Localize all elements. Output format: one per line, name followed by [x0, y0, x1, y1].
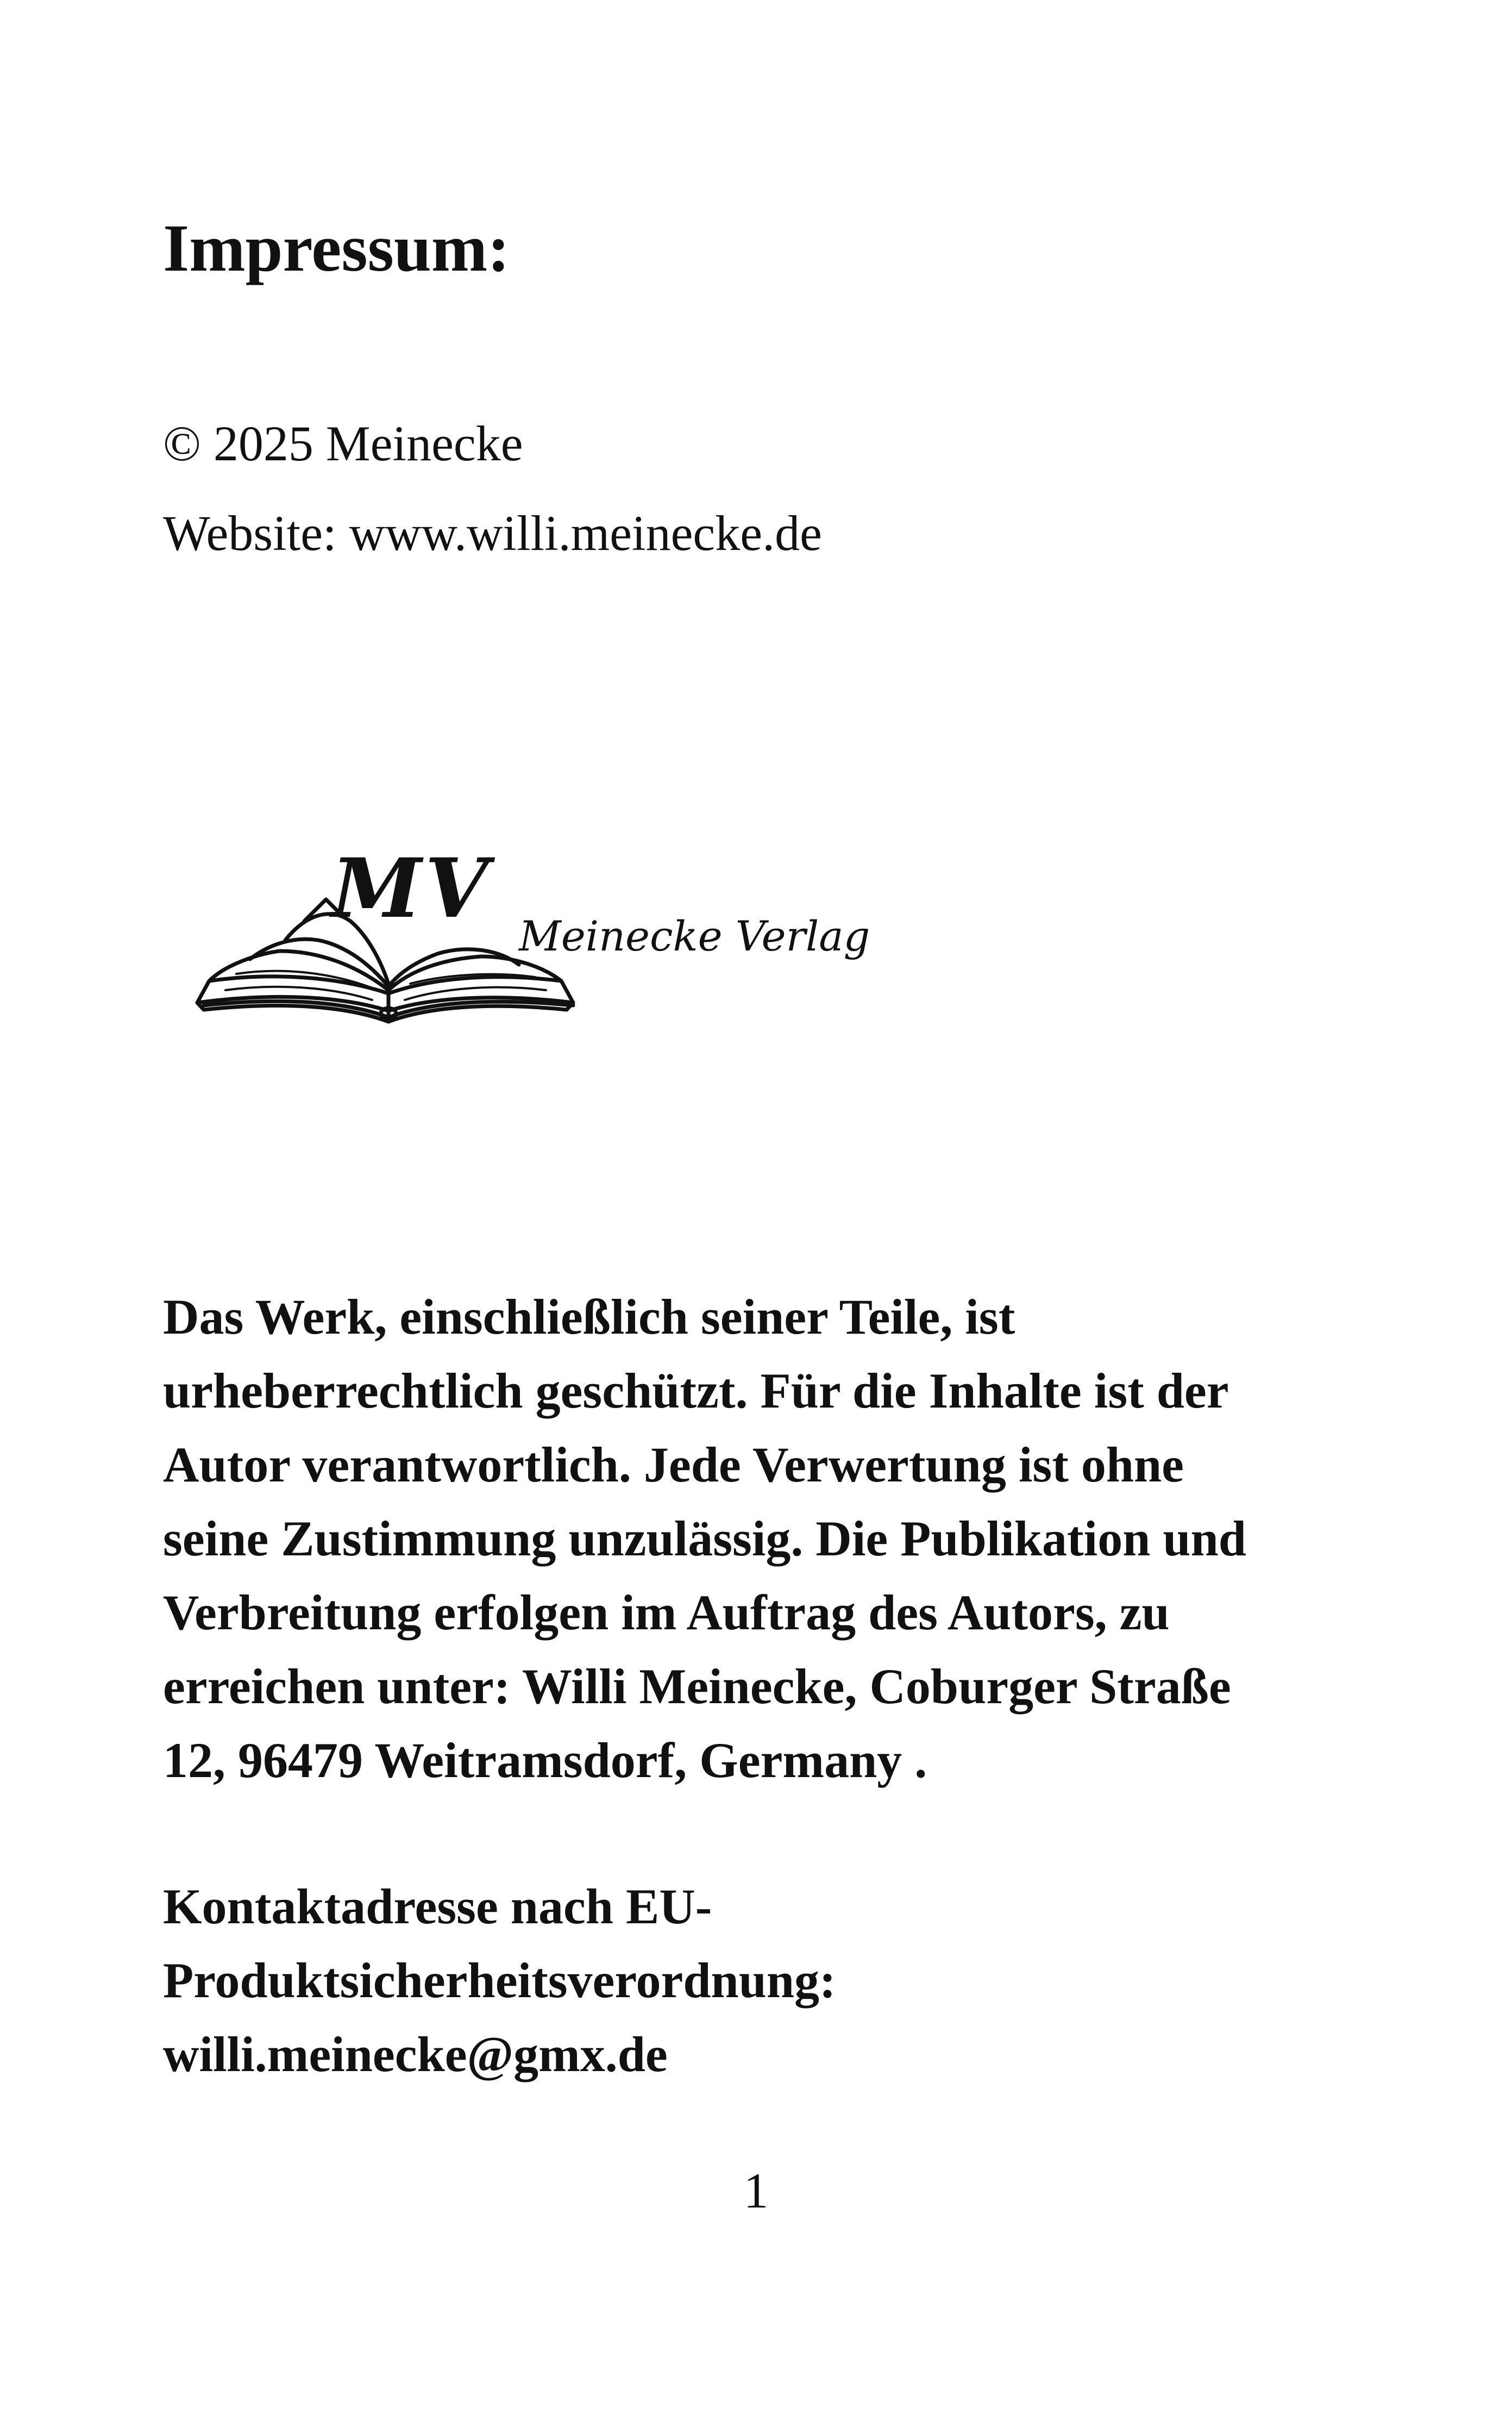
- page-title: Impressum:: [163, 211, 510, 285]
- legal-line: urheberrechtlich geschützt. Für die Inhalte ist der: [163, 1363, 1229, 1418]
- contact-line: Produktsicherheitsverordnung:: [163, 1953, 836, 2008]
- copyright-notice: © 2025 Meinecke: [163, 416, 523, 471]
- legal-line: Das Werk, einschließlich seiner Teile, ist: [163, 1289, 1015, 1344]
- legal-line: erreichen unter: Willi Meinecke, Coburger Straße: [163, 1659, 1231, 1714]
- contact-email: willi.meinecke@gmx.de: [163, 2027, 668, 2082]
- contact-line: Kontaktadresse nach EU-: [163, 1879, 712, 1934]
- logo-monogram: MV: [331, 841, 492, 936]
- legal-line: Autor verantwortlich. Jede Verwertung ist ohne: [163, 1437, 1184, 1492]
- page-number: 1: [743, 2163, 769, 2218]
- legal-line: Verbreitung erfolgen im Auftrag des Autors, zu: [163, 1585, 1170, 1640]
- contact-address-text: [163, 1869, 1369, 2091]
- legal-line: seine Zustimmung unzulässig. Die Publikation und: [163, 1511, 1246, 1566]
- publisher-logo: [193, 841, 872, 1027]
- publisher-name: Meinecke Verlag: [519, 912, 870, 960]
- website-line: Website: www.willi.meinecke.de: [163, 505, 822, 561]
- legal-line: 12, 96479 Weitramsdorf, Germany .: [163, 1733, 927, 1788]
- copyright-legal-text: [163, 1280, 1369, 1797]
